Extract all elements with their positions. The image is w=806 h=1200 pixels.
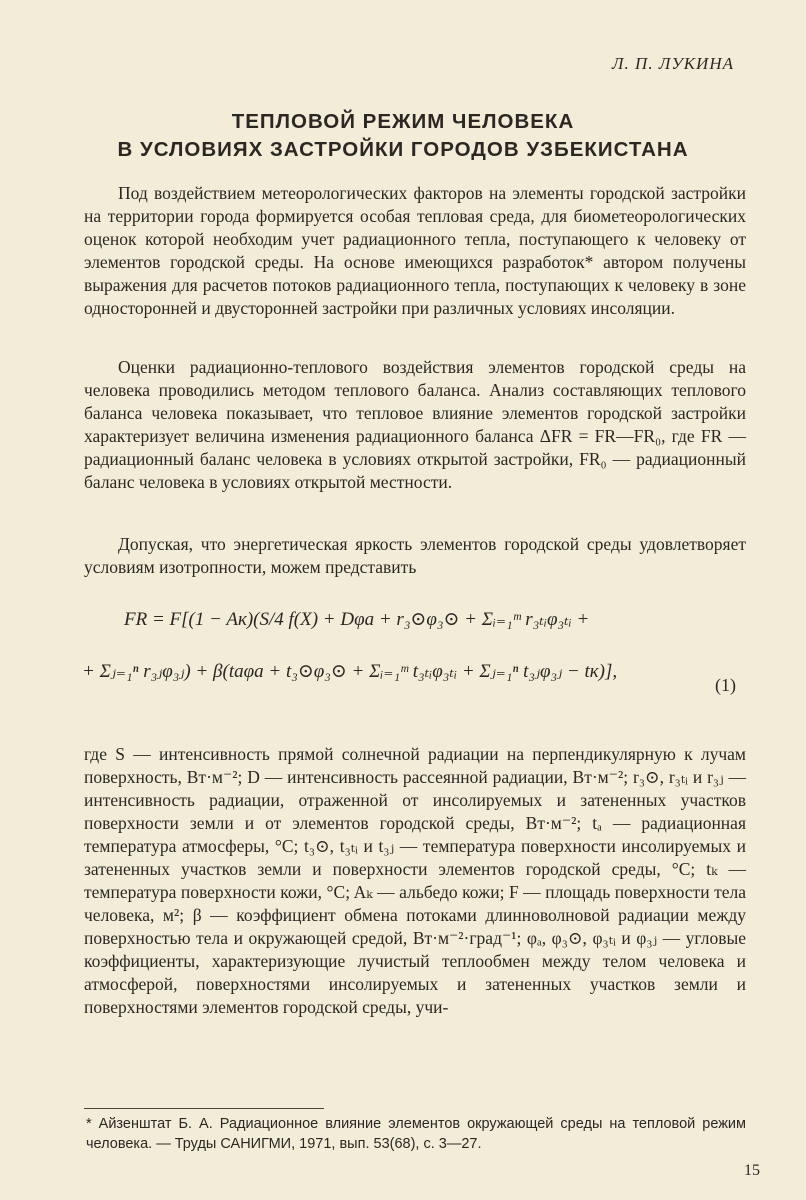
paragraph-3 [84, 533, 746, 579]
paragraph-text: Оценки радиационно-теплового воздействия элементов городской среды на человека проводились методом теплового баланса. Анализ составляющих теплового баланса человека показывает, что тепловое влияние элементов городской застройки характеризует величина изменения радиационного баланса ΔFR = FR—FR₀, где FR — радиационный баланс человека в условиях открытой застройки, FR₀ — радиационный баланс человека в условиях открытой местности. [84, 357, 746, 492]
paragraph-1 [84, 182, 746, 320]
page-number: 15 [744, 1162, 760, 1179]
title-line-1: ТЕПЛОВОЙ РЕЖИМ ЧЕЛОВЕКА [231, 110, 575, 133]
article-title [0, 108, 806, 164]
paragraph-4 [84, 743, 746, 1019]
paragraph-text: где S — интенсивность прямой солнечной радиации на перпендикулярную к лучам поверхность, Вт·м⁻²; D — интенсивность рассеянной радиации, Вт·м⁻²; r₃⊙, r₃ₜᵢ и r₃ⱼ — интенсивность радиации, отраженной от инсолируемых и затененных участков поверхности земли и от элементов городской среды, Вт·м⁻²; tₐ — радиационная температура атмосферы, °C; t₃⊙, t₃ₜᵢ и t₃ⱼ — температура поверхности инсолируемых и затененных участков земли и поверхности элементов городской среды, °C; tₖ — температура поверхности кожи, °C; Aₖ — альбедо кожи; F — площадь поверхности тела человека, м²; β — коэффициент обмена потоками длинноволновой радиации между поверхностью тела и окружающей средой, Вт·м⁻²·град⁻¹; φₐ, φ₃⊙, φ₃ₜᵢ и φ₃ⱼ — угловые коэффициенты, характеризующие лучистый теплообмен между телом человека и атмосферой, поверхностями инсолируемых и затененных участков земли и поверхностями элементов городской среды, учи- [84, 744, 746, 1017]
running-header-author: Л. П. ЛУКИНА [612, 54, 734, 73]
formula-line-2: + Σⱼ₌₁ⁿ r₃ⱼφ₃ⱼ) + β(tаφа + t₃⊙φ₃⊙ + Σᵢ₌₁ᵐ t₃ₜᵢφ₃ₜᵢ + Σⱼ₌₁ⁿ t₃ⱼφ₃ⱼ − tк)], [82, 661, 618, 682]
footnote: * Айзенштат Б. А. Радиационное влияние элементов окружающей среды на тепловой режим человека. — Труды САНИГМИ, 1971, вып. 53(68), с. 3—27. [86, 1116, 746, 1152]
footnote-divider [84, 1108, 324, 1109]
equation-number: (1) [715, 675, 736, 695]
formula-line-1: FR = F[(1 − Aк)(S/4 f(X) + Dφа + r₃⊙φ₃⊙ + Σᵢ₌₁ᵐ r₃ₜᵢφ₃ₜᵢ + [124, 609, 590, 630]
paragraph-2 [84, 356, 746, 494]
paragraph-text: Под воздействием метеорологических факторов на элементы городской застройки на территории города формируется особая тепловая среда, для биометеорологических оценок которой необходим учет радиационного тепла, поступающего к человеку от элементов городской среды. На основе имеющихся разработок* автором получены выражения для расчетов потоков радиационного тепла, поступающих к человеку в зоне односторонней и двусторонней застройки при различных условиях инсоляции. [84, 183, 746, 318]
title-line-2: В УСЛОВИЯХ ЗАСТРОЙКИ ГОРОДОВ УЗБЕКИСТАНА [117, 138, 689, 161]
paragraph-text: Допуская, что энергетическая яркость элементов городской среды удовлетворяет условиям изотропности, можем представить [84, 534, 746, 577]
